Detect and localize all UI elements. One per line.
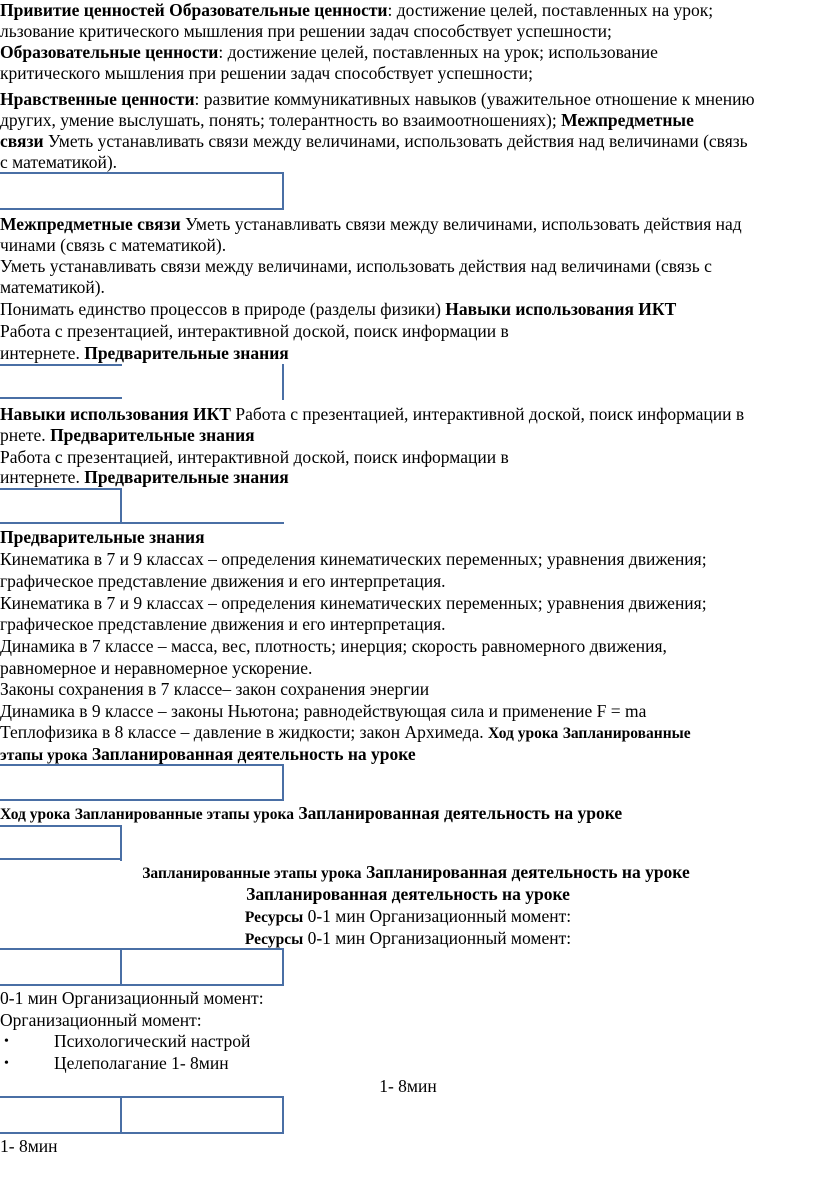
text-line: графическое представление движения и его интерпретация.: [0, 571, 446, 591]
section-title: Предварительные знания: [0, 527, 205, 547]
text-line: льзование критического мышления при решении задач способствует успешности;: [0, 21, 612, 41]
text-line: Образовательные ценности: достижение целей, поставленных на урок; использование: [0, 42, 658, 62]
text-line: Ход урока Запланированные этапы урока Запланированная деятельность на уроке: [0, 803, 623, 823]
text-line: Навыки использования ИКТ Работа с презентацией, интерактивной доской, поиск информации в: [0, 404, 745, 424]
text-line-centered: Запланированная деятельность на уроке: [246, 884, 570, 904]
text-line: связи Уметь устанавливать связи между величинами, использовать действия над величинами (связь: [0, 131, 748, 151]
bullet-symbol: •: [4, 1034, 9, 1049]
text-line: Теплофизика в 8 классе – давление в жидкости; закон Архимеда. Ход урока Запланированные: [0, 722, 691, 742]
text-line-centered: Запланированные этапы урока Запланированная деятельность на уроке: [142, 862, 690, 882]
text-line: 0-1 мин Организационный момент:: [0, 988, 264, 1008]
table-border: [0, 1132, 284, 1134]
table-border: [0, 397, 122, 399]
text-line: чинами (связь с математикой).: [0, 235, 227, 255]
table-border: [120, 488, 122, 524]
text-line: Привитие ценностей Образовательные ценности: достижение целей, поставленных на урок;: [0, 0, 714, 20]
table-border: [120, 1096, 122, 1134]
text-line: Межпредметные связи Уметь устанавливать связи между величинами, использовать действия над: [0, 214, 742, 234]
text-line: графическое представление движения и его интерпретация.: [0, 614, 446, 634]
text-line: Динамика в 9 классе – законы Ньютона; равнодействующая сила и применение F = ma: [0, 701, 647, 721]
table-border: [0, 825, 122, 827]
text-line: Нравственные ценности: развитие коммуникативных навыков (уважительное отношение к мнению: [0, 89, 755, 109]
text-line: этапы урока Запланированная деятельность на уроке: [0, 744, 416, 764]
text-line: 1- 8мин: [0, 1136, 58, 1156]
text-line: Динамика в 7 классе – масса, вес, плотность; инерция; скорость равномерного движения,: [0, 636, 667, 656]
table-border: [282, 364, 284, 400]
text-line: рнете. Предварительные знания: [0, 425, 255, 445]
table-border: [282, 948, 284, 986]
text-line: интернете. Предварительные знания: [0, 467, 289, 487]
text-line-centered: Ресурсы 0-1 мин Организационный момент:: [244, 928, 572, 948]
list-item: Психологический настрой: [54, 1031, 251, 1051]
table-border: [0, 984, 284, 986]
text-line-centered: 1- 8мин: [379, 1076, 437, 1096]
table-border: [0, 1096, 284, 1098]
table-border: [0, 208, 284, 210]
text-line: Организационный момент:: [0, 1010, 202, 1030]
text-line: других, умение выслушать, понять; толерантность во взаимоотношениях); Межпредметные: [0, 110, 694, 130]
table-border: [0, 364, 122, 366]
table-border: [120, 948, 122, 986]
text-line: математикой).: [0, 277, 105, 297]
text-line: Понимать единство процессов в природе (разделы физики) Навыки использования ИКТ: [0, 299, 677, 319]
text-line: Работа с презентацией, интерактивной доской, поиск информации в: [0, 321, 509, 341]
text-line: равномерное и неравномерное ускорение.: [0, 658, 313, 678]
text-line: с математикой).: [0, 152, 118, 172]
text-line: Работа с презентацией, интерактивной доской, поиск информации в: [0, 447, 509, 467]
table-border: [0, 172, 284, 174]
table-border: [282, 764, 284, 801]
table-border: [0, 522, 284, 524]
text-line: Уметь устанавливать связи между величинами, использовать действия над величинами (связь с: [0, 256, 712, 276]
table-border: [282, 1096, 284, 1134]
bullet-symbol: •: [4, 1056, 9, 1071]
text-line: Кинематика в 7 и 9 классах – определения кинематических переменных; уравнения движения;: [0, 593, 707, 613]
table-border: [282, 172, 284, 210]
table-border: [0, 799, 284, 801]
table-border: [0, 858, 122, 860]
table-border: [120, 825, 122, 861]
text-line: интернете. Предварительные знания: [0, 343, 289, 363]
text-line: критического мышления при решении задач способствует успешности;: [0, 63, 533, 83]
table-border: [0, 764, 284, 766]
list-item: Целеполагание 1- 8мин: [54, 1053, 229, 1073]
text-line-centered: Ресурсы 0-1 мин Организационный момент:: [244, 906, 572, 926]
text-line: Законы сохранения в 7 классе– закон сохранения энергии: [0, 679, 430, 699]
table-border: [0, 948, 284, 950]
table-border: [0, 488, 122, 490]
text-line: Кинематика в 7 и 9 классах – определения кинематических переменных; уравнения движения;: [0, 549, 707, 569]
